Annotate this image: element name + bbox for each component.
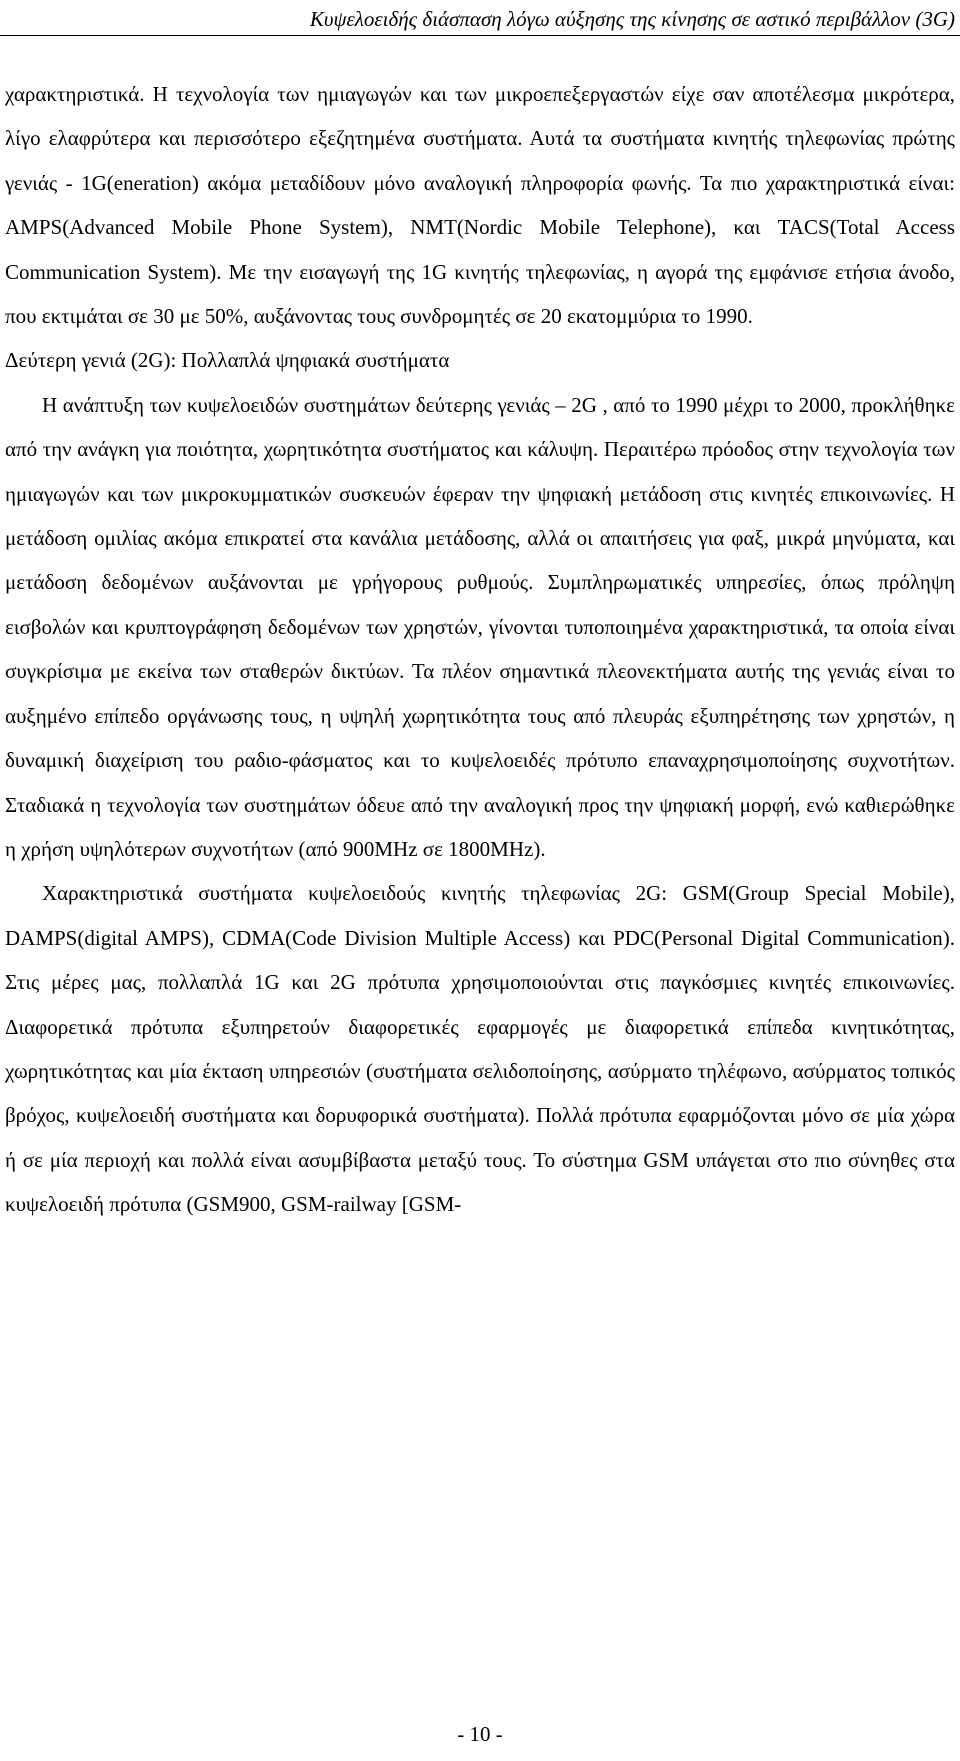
section-heading-2g: Δεύτερη γενιά (2G): Πολλαπλά ψηφιακά συστήματα <box>5 348 450 373</box>
running-header: Κυψελοειδής διάσπαση λόγω αύξησης της κίνησης σε αστικό περιβάλλον (3G) <box>309 7 955 31</box>
body-text <box>5 72 955 1227</box>
paragraph-1g-systems: χαρακτηριστικά. Η τεχνολογία των ημιαγωγών και των μικροεπεξεργαστών είχε σαν αποτέλεσμα μικρότερα, λίγο ελαφρύτερα και περισσότερο εξεζητημένα συστήματα. Αυτά τα συστήματα κινητής τηλεφωνίας πρώτης γενιάς - 1G(eneration) ακόμα μεταδίδουν μόνο αναλογική πληροφορία φωνής. Τα πιο χαρακτηριστικά είναι: AMPS(Advanced Mobile Phone System), NMT(Nordic Mobile Telephone), και TACS(Total Access Communication System). Με την εισαγωγή της 1G κινητής τηλεφωνίας, η αγορά της εμφάνισε ετήσια άνοδο, που εκτιμάται σε 30 με 50%, αυξάνοντας τους συνδρομητές σε 20 εκατομμύρια το 1990. <box>5 82 955 329</box>
paragraph-2g-development: Η ανάπτυξη των κυψελοειδών συστημάτων δεύτερης γενιάς – 2G , από το 1990 μέχρι το 2000, προκλήθηκε από την ανάγκη για ποιότητα, χωρητικότητα συστήματος και κάλυψη. Περαιτέρω πρόοδος στην τεχνολογία των ημιαγωγών και των μικροκυμματικών συσκευών έφεραν την ψηφιακή μετάδοση στις κινητές επικοινωνίες. Η μετάδοση ομιλίας ακόμα επικρατεί στα κανάλια μετάδοσης, αλλά οι απαιτήσεις για φαξ, μικρά μηνύματα, και μετάδοση δεδομένων αυξάνονται με γρήγορους ρυθμούς. Συμπληρωματικές υπηρεσίες, όπως πρόληψη εισβολών και κρυπτογράφηση δεδομένων των χρηστών, γίνονται τυποποιημένα χαρακτηριστικά, τα οποία είναι συγκρίσιμα με εκείνα των σταθερών δικτύων. Τα πλέον σημαντικά πλεονεκτήματα αυτής της γενιάς είναι το αυξημένο επίπεδο οργάνωσης τους, η υψηλή χωρητικότητα τους από πλευράς εξυπηρέτησης των χρηστών, η δυναμική διαχείριση του ραδιο-φάσματος και το κυψελοειδές πρότυπο επαναχρησιμοποίησης συχνοτήτων. Σταδιακά η τεχνολογία των συστημάτων όδευε από την αναλογική προς την ψηφιακή μορφή, ενώ καθιερώθηκε η χρήση υψηλότερων συχνοτήτων (από 900MHz σε 1800MHz). <box>5 392 955 861</box>
page-number: - 10 - <box>457 1722 503 1746</box>
header-rule <box>0 35 960 36</box>
paragraph-2g-systems: Χαρακτηριστικά συστήματα κυψελοειδούς κινητής τηλεφωνίας 2G: GSM(Group Special Mobile), DAMPS(digital AMPS), CDMA(Code Division Multiple Access) και PDC(Personal Digital Communication). Στις μέρες μας, πολλαπλά 1G και 2G πρότυπα χρησιμοποιούνται στις παγκόσμιες κινητές επικοινωνίες. Διαφορετικά πρότυπα εξυπηρετούν διαφορετικές εφαρμογές με διαφορετικά επίπεδα κινητικότητας, χωρητικότητας και μία έκταση υπηρεσιών (συστήματα σελιδοποίησης, ασύρματο τηλέφωνο, ασύρματος τοπικός βρόχος, κυψελοειδή συστήματα και δορυφορικά συστήματα). Πολλά πρότυπα εφαρμόζονται μόνο σε μία χώρα ή σε μία περιοχή και πολλά είναι ασυμβίβαστα μεταξύ τους. Το σύστημα GSM υπάγεται στο πιο σύνηθες στα κυψελοειδή πρότυπα (GSM900, GSM-railway [GSM- <box>5 881 955 1217</box>
